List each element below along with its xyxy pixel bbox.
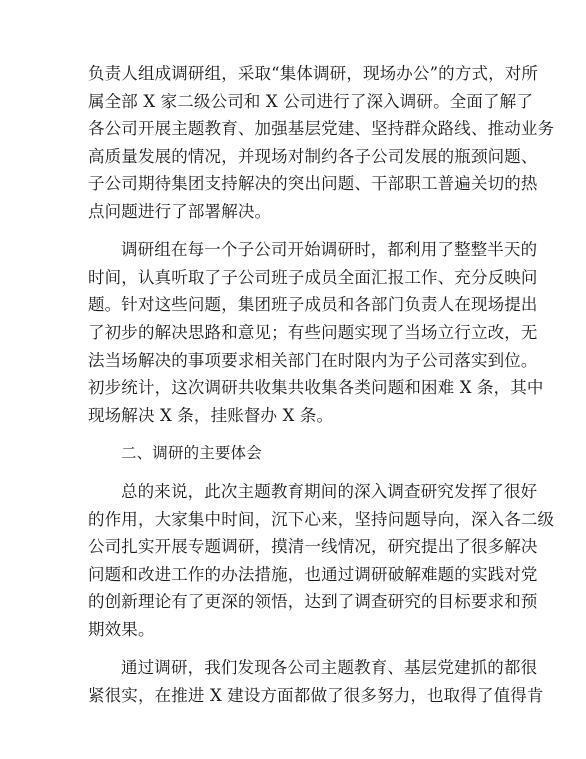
- text-line: 各公司开展主题教育、加强基层党建、坚持群众路线、推动业务: [88, 119, 555, 139]
- text-line: 法当场解决的事项要求相关部门在时限内为子公司落实到位。: [88, 350, 538, 370]
- text-line: 的作用，大家集中时间，沉下心来，坚持问题导向，深入各二级: [88, 509, 555, 529]
- text-line: 问题和改进工作的办法措施，也通过调研破解难题的实践对党: [88, 564, 538, 584]
- paragraph-2: [88, 236, 544, 429]
- text-line: 现场解决 X 条，挂账督办 X 条。: [88, 405, 334, 425]
- text-line: 公司扎实开展专题调研，摸清一线情况，研究提出了很多解决: [88, 537, 538, 557]
- paragraph-3: [88, 478, 555, 644]
- text-line: 了初步的解决思路和意见；有些问题实现了当场立行立改，无: [88, 322, 538, 342]
- text-line: 紧很实，在推进 X 建设方面都做了很多努力，也取得了值得肯: [88, 685, 544, 705]
- section-heading-text: 二、调研的主要体会: [121, 443, 262, 462]
- text-line: 点问题进行了部署解决。: [88, 201, 272, 221]
- text-line: 负责人组成调研组，采取“集体调研，现场办公”的方式，对所: [88, 64, 539, 83]
- text-line: 期效果。: [88, 620, 155, 640]
- text-line: 通过调研，我们发现各公司主题教育、基层党建抓的都很: [121, 658, 538, 678]
- text-line: 总的来说，此次主题教育期间的深入调查研究发挥了很好: [121, 482, 538, 502]
- text-line: 子公司期待集团支持解决的突出问题、干部职工普遍关切的热: [88, 174, 538, 194]
- text-line: 调研组在每一个子公司开始调研时，都利用了整整半天的: [121, 240, 538, 260]
- text-line: 的创新理论有了更深的领悟，达到了调查研究的目标要求和预: [88, 592, 538, 612]
- paragraph-4: [88, 654, 544, 709]
- section-heading: [88, 440, 500, 468]
- paragraph-1: [88, 60, 555, 226]
- text-line: 高质量发展的情况，并现场对制约各子公司发展的瓶颈问题、: [88, 146, 538, 166]
- document-body: [88, 60, 555, 720]
- text-line: 初步统计，这次调研共收集共收集各类问题和困难 X 条，其中: [88, 378, 544, 398]
- text-line: 属全部 X 家二级公司和 X 公司进行了深入调研。全面了解了: [88, 91, 533, 111]
- text-line: 题。针对这些问题，集团班子成员和各部门负责人在现场提出: [88, 295, 538, 315]
- text-line: 时间，认真听取了子公司班子成员全面汇报工作、充分反映问: [88, 267, 538, 287]
